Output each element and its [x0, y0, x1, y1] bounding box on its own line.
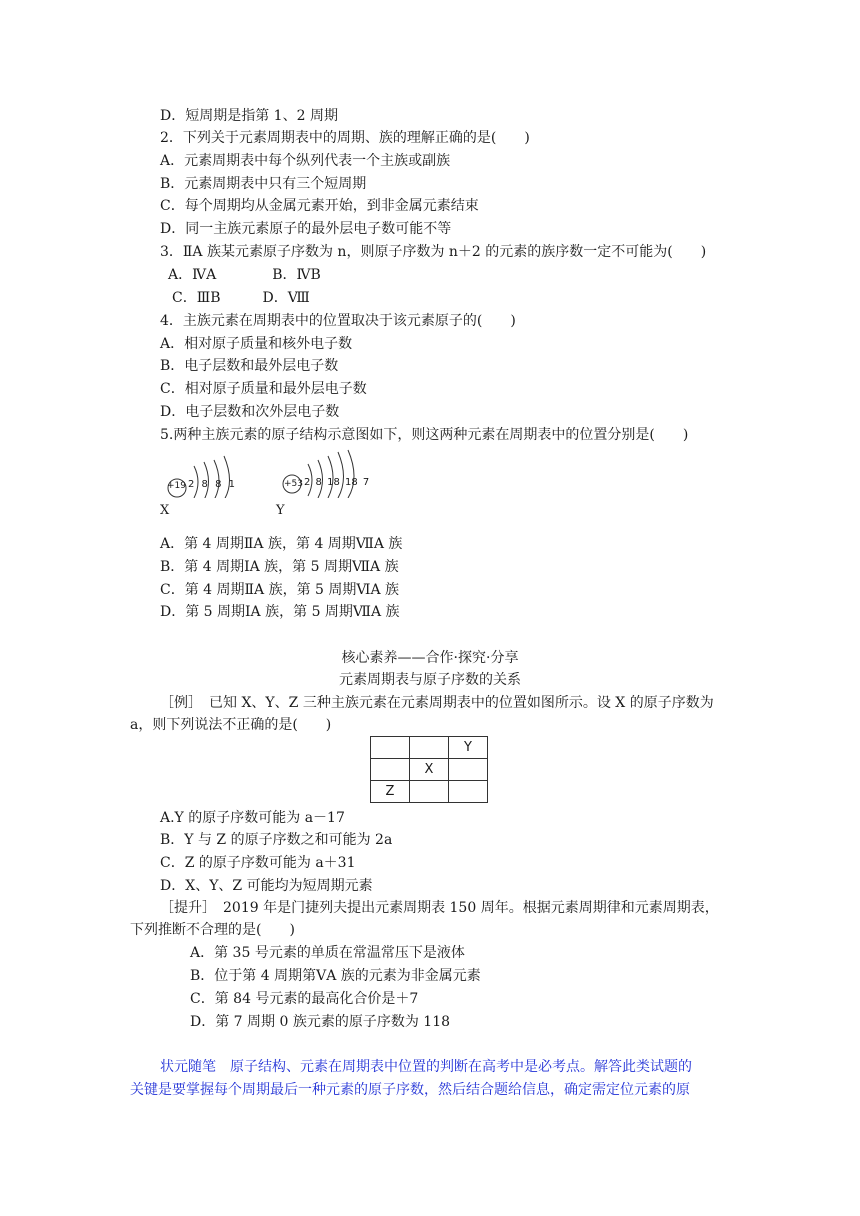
- q4-option-d: D．电子层数和次外层电子数: [160, 404, 340, 420]
- atom-x-nucleus: +19: [167, 481, 186, 491]
- periodic-position-grid: [370, 736, 488, 803]
- example-stem-line1: ［例］ 已知 X、Y、Z 三种主族元素在元素周期表中的位置如图所示。设 X 的原子序数为: [160, 695, 714, 711]
- grid-cell: [410, 737, 449, 759]
- grid-cell: [371, 759, 410, 781]
- q5-option-b: B．第 4 周期ⅠA 族，第 5 周期ⅦA 族: [160, 559, 399, 575]
- atom-x-diagram: [160, 452, 250, 498]
- grid-row: [371, 781, 488, 803]
- grid-cell: [449, 759, 488, 781]
- q2-option-a: A．元素周期表中每个纵列代表一个主族或副族: [160, 153, 451, 169]
- improve-stem-line1: ［提升］ 2019 年是门捷列夫提出元素周期表 150 周年。根据元素周期律和元素周期表，: [160, 900, 719, 916]
- grid-row: [371, 737, 488, 759]
- q4-option-a: A．相对原子质量和核外电子数: [160, 336, 353, 352]
- grid-cell: [449, 781, 488, 803]
- atom-x-label: X: [160, 503, 170, 518]
- section-subtitle: 元素周期表与原子序数的关系: [339, 672, 521, 688]
- atom-y-nucleus: +53: [284, 479, 303, 489]
- q5-option-d: D．第 5 周期ⅠA 族，第 5 周期ⅦA 族: [160, 604, 400, 620]
- example-stem-line2: a，则下列说法不正确的是( ): [130, 717, 332, 733]
- example-option-d: D．X、Y、Z 可能均为短周期元素: [160, 878, 373, 894]
- q2-option-d: D．同一主族元素原子的最外层电子数可能不等: [160, 221, 452, 237]
- atom-y-diagram: [276, 448, 376, 498]
- q2-option-c: C．每个周期均从金属元素开始，到非金属元素结束: [160, 198, 479, 214]
- q4-option-b: B．电子层数和最外层电子数: [160, 358, 339, 374]
- example-option-b: B．Y 与 Z 的原子序数之和可能为 2a: [160, 832, 393, 848]
- grid-cell: [410, 781, 449, 803]
- improve-stem-line2: 下列推断不合理的是( ): [130, 922, 295, 938]
- atom-y-label: Y: [276, 503, 285, 518]
- q5-option-a: A．第 4 周期ⅡA 族，第 4 周期ⅦA 族: [160, 536, 403, 552]
- q4-option-c: C．相对原子质量和最外层电子数: [160, 381, 367, 397]
- q3-options-cd: C．ⅢB D．Ⅷ: [172, 290, 310, 306]
- atom-y-shells: 2 8 18 18 7: [304, 477, 370, 488]
- grid-cell: Z: [371, 781, 410, 803]
- q2-stem: 2．下列关于元素周期表中的周期、族的理解正确的是( ): [160, 130, 530, 146]
- example-option-a: A.Y 的原子序数可能为 a－17: [160, 810, 345, 826]
- q1-option-d: D．短周期是指第 1、2 周期: [160, 108, 338, 124]
- improve-option-a: A．第 35 号元素的单质在常温常压下是液体: [190, 945, 465, 961]
- atom-x-shells: 2 8 8 1: [188, 479, 235, 490]
- q4-stem: 4．主族元素在周期表中的位置取决于该元素原子的( ): [160, 313, 516, 329]
- improve-option-b: B．位于第 4 周期第ⅤA 族的元素为非金属元素: [190, 968, 481, 984]
- q2-option-b: B．元素周期表中只有三个短周期: [160, 176, 367, 192]
- q5-stem: 5.两种主族元素的原子结构示意图如下，则这两种元素在周期表中的位置分别是( ): [160, 427, 689, 443]
- improve-option-d: D．第 7 周期 0 族元素的原子序数为 118: [190, 1014, 451, 1030]
- example-option-c: C．Z 的原子序数可能为 a＋31: [160, 855, 356, 871]
- grid-cell: Y: [449, 737, 488, 759]
- note-line1: 状元随笔 原子结构、元素在周期表中位置的判断在高考中是必考点。解答此类试题的: [160, 1059, 692, 1075]
- q3-stem: 3．ⅡA 族某元素原子序数为 n，则原子序数为 n＋2 的元素的族序数一定不可能为( ): [160, 244, 707, 260]
- improve-option-c: C．第 84 号元素的最高化合价是＋7: [190, 991, 419, 1007]
- grid-row: [371, 759, 488, 781]
- section-title: 核心素养——合作·探究·分享: [341, 650, 519, 666]
- q5-option-c: C．第 4 周期ⅡA 族，第 5 周期ⅥA 族: [160, 582, 400, 598]
- grid-cell: X: [410, 759, 449, 781]
- note-line2: 关键是要掌握每个周期最后一种元素的原子序数，然后结合题给信息，确定需定位元素的原: [130, 1082, 690, 1098]
- grid-cell: [371, 737, 410, 759]
- q3-options-ab: A．ⅣA B．ⅣB: [168, 267, 321, 283]
